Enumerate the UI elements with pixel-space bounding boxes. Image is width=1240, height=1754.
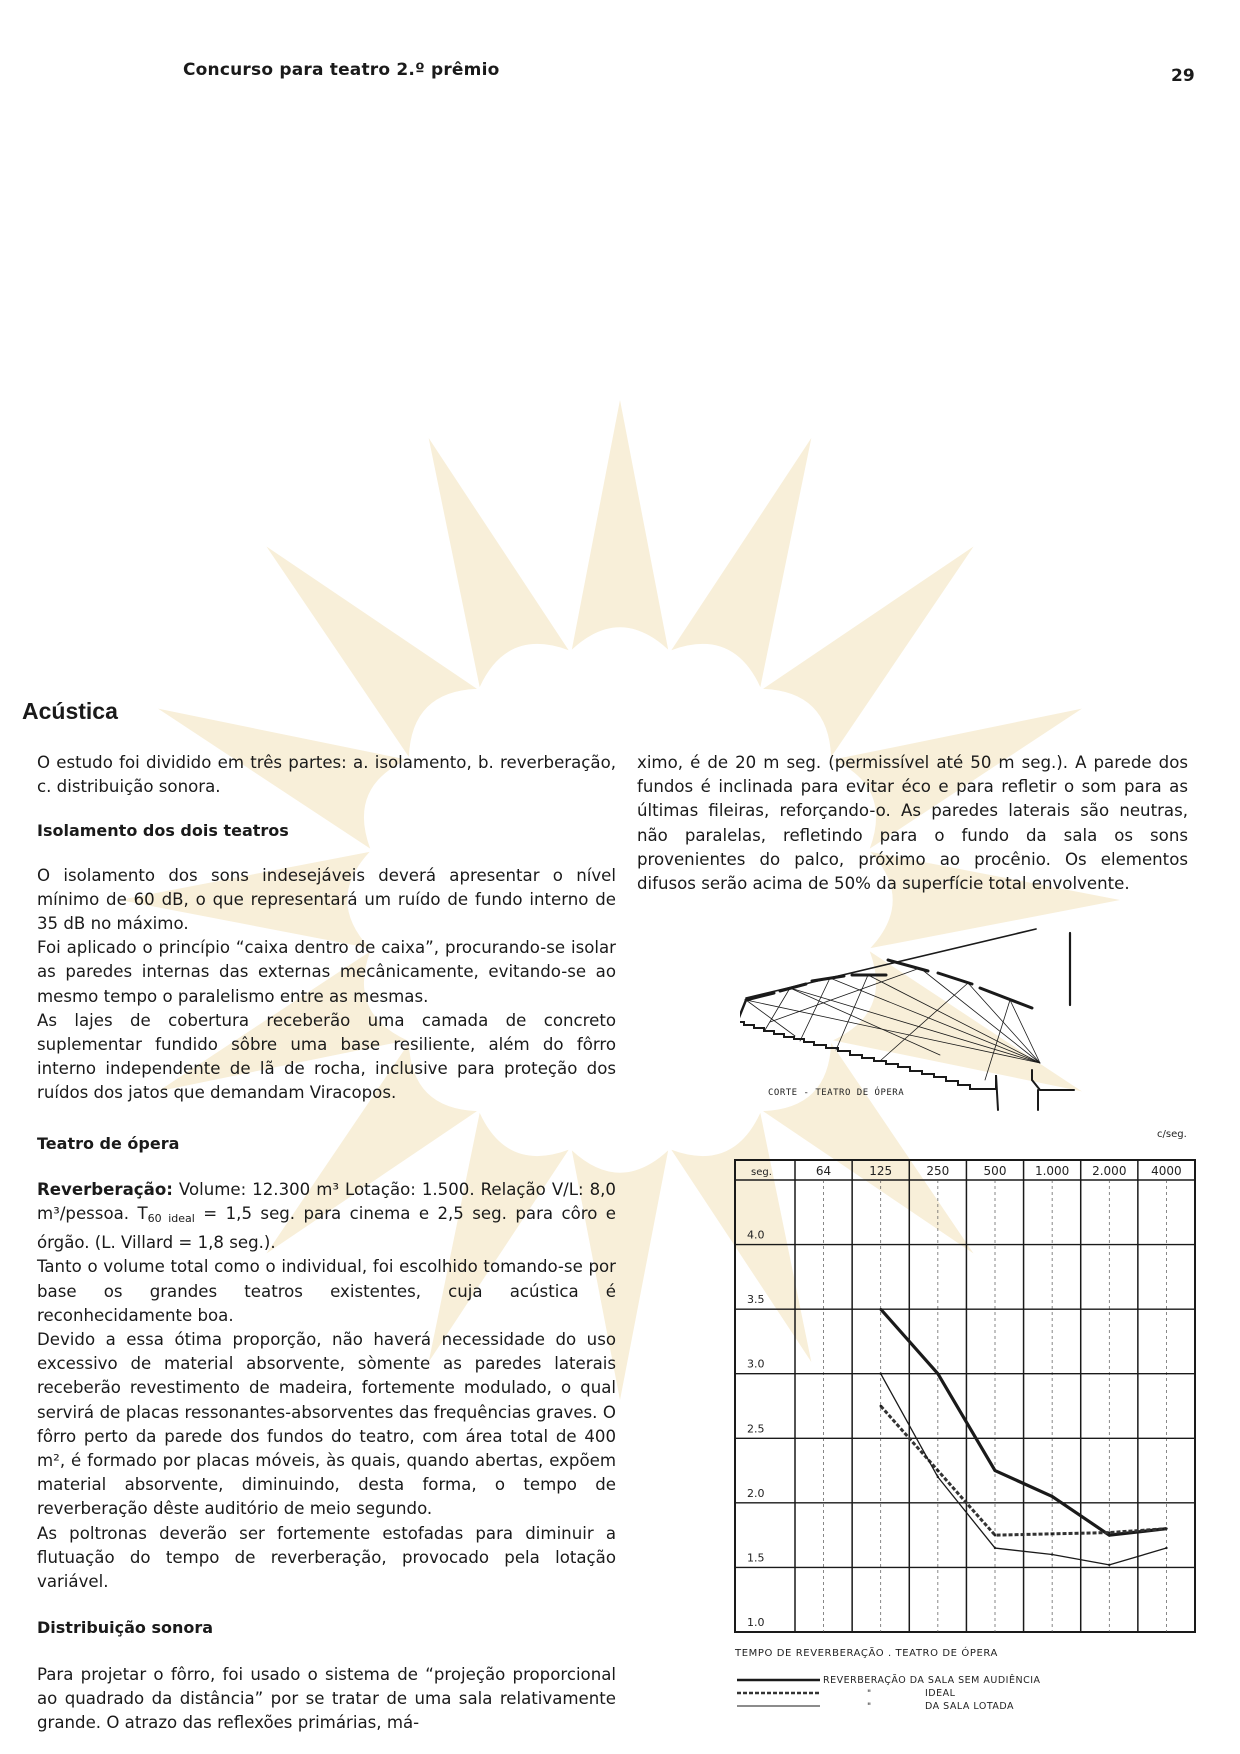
intro-paragraph: O estudo foi dividido em três partes: a. isolamento, b. reverberação, c. distribuição sonora. (37, 753, 616, 797)
paragraph: As poltronas deverão ser fortemente estofadas para diminuir a flutuação do tempo de reverberação, provocado pela lotação variável. (37, 1523, 616, 1592)
legend-label: IDEAL (925, 1688, 956, 1699)
section-title: Acústica (22, 698, 118, 724)
opera-section-drawing (740, 905, 1100, 1115)
legend-label: DA SALA LOTADA (925, 1701, 1015, 1712)
x-tick-label: 1.000 (1034, 1164, 1070, 1178)
chart-title: TEMPO DE REVERBERAÇÃO . TEATRO DE ÓPERA (735, 1648, 998, 1659)
legend-ditto-mark: " (867, 1702, 872, 1712)
x-tick-label: 64 (815, 1164, 832, 1178)
data-point (994, 1469, 996, 1471)
data-point (937, 1476, 939, 1478)
y-tick-label: 2.5 (747, 1422, 765, 1436)
chart-frame (735, 1160, 1195, 1632)
reverberation-text-1: Volume: 12.300 m³ Lotação: 1.500. Relação V/L: 8,0 m³/pessoa. T (37, 1179, 616, 1224)
running-title: Concurso para teatro 2.º prêmio (183, 60, 500, 80)
paragraph: Devido a essa ótima proporção, não haverá necessidade do uso excessivo de material absorvente, sòmente as paredes laterais receberão revestimento de madeira, fortemente modulado, o qual servirá de placas ressonantes-absorventes das frequências graves. O fôrro perto da parede dos fundos do teatro, com área total de 400 m², é formado por placas móveis, às quais, quando abertas, expõem material absorvente, diminuindo, desta forma, o tempo de reverberação dêste auditório de meio segundo. (37, 1330, 616, 1519)
subheading-distribuicao: Distribuição sonora (37, 1618, 214, 1638)
paragraph: Foi aplicado o princípio “caixa dentro de caixa”, procurando-se isolar as paredes internas das externas mecânicamente, evitando-se ao mesmo tempo o paralelismo entre as mesmas. (37, 938, 616, 1006)
y-tick-label: 3.5 (747, 1293, 765, 1307)
data-point (880, 1405, 882, 1407)
data-point (1165, 1527, 1167, 1529)
paragraph: O isolamento dos sons indesejáveis deverá apresentar o nível mínimo de 60 dB, o que representará um ruído de fundo interno de 35 dB no máximo. (37, 865, 616, 934)
y-tick-label: 1.0 (747, 1616, 765, 1629)
data-point (1108, 1534, 1110, 1536)
watermark-ray (763, 546, 974, 757)
x-tick-label: 2.000 (1092, 1164, 1127, 1178)
paragraph: ximo, é de 20 m seg. (permissível até 50 m seg.). A parede dos fundos é inclinada para evitar éco e para refletir o som para as últimas fileiras, reforçando-o. As paredes laterais são neutras, não paralelas, refletindo para o fundo da sala os sons provenientes do palco, próximo ao procênio. Os elementos difusos serão acima de 50% da superfície total envolvente. (637, 753, 1188, 894)
x-tick-label: 125 (869, 1164, 893, 1178)
data-point (994, 1534, 996, 1536)
legend-ditto-mark: " (867, 1689, 872, 1699)
paragraph: Para projetar o fôrro, foi usado o sistema de “projeção proporcional ao quadrado da distância” por se tratar de uma sala relativamente grande. O atrazo das reflexões primárias, má- (37, 1664, 616, 1732)
legend-label: REVERBERAÇÃO DA SALA SEM AUDIÊNCIA (823, 1675, 1041, 1686)
data-point (1165, 1547, 1167, 1549)
data-point (994, 1547, 996, 1549)
watermark-ray (572, 400, 668, 650)
y-tick-label: 1.5 (747, 1551, 765, 1565)
subheading-isolamento: Isolamento dos dois teatros (37, 821, 289, 841)
reverberation-lead: Reverberação: (37, 1179, 173, 1199)
right-column (637, 751, 1188, 896)
data-point (880, 1373, 882, 1375)
data-point (880, 1308, 882, 1310)
data-point (1051, 1533, 1053, 1535)
data-point (1051, 1495, 1053, 1497)
x-axis-unit-label: c/seg. (1157, 1129, 1187, 1140)
data-point (1108, 1531, 1110, 1533)
left-column (37, 751, 616, 1735)
data-point (1108, 1564, 1110, 1566)
data-point (1051, 1553, 1053, 1555)
page-number: 29 (1171, 66, 1195, 86)
t60-subscript: 60 ideal (147, 1212, 195, 1226)
data-point (937, 1469, 939, 1471)
subheading-teatro-opera: Teatro de ópera (37, 1133, 180, 1153)
reverberation-chart (725, 1120, 1205, 1750)
ceiling-panels (746, 960, 1032, 1008)
y-tick-label: 3.0 (747, 1357, 765, 1371)
reverberation-paragraph (37, 1178, 616, 1256)
y-tick-label: 2.0 (747, 1486, 765, 1500)
y-unit-header: seg. (751, 1167, 772, 1178)
x-tick-label: 500 (983, 1164, 1007, 1178)
reverberation-text-2: = 1,5 seg. para cinema e 2,5 seg. para côro e órgão. (L. Villard = 1,8 seg.). (37, 1204, 616, 1253)
y-tick-label: 4.0 (747, 1228, 765, 1242)
paragraph: Tanto o volume total como o individual, foi escolhido tomando-se por base os grandes teatros existentes, cuja acústica é reconhecidamente boa. (37, 1257, 616, 1325)
data-point (937, 1373, 939, 1375)
paragraph: As lajes de cobertura receberão uma camada de concreto suplementar fundido sôbre uma base resiliente, além do fôrro interno independente de lã de rocha, inclusive para proteção dos ruídos dos jatos que demandam Viracopos. (37, 1010, 616, 1103)
watermark-ray (429, 438, 569, 687)
stage-edge (1032, 1070, 1074, 1090)
watermark-ray (671, 438, 811, 687)
drawing-caption: CORTE - TEATRO DE ÓPERA (768, 1088, 905, 1098)
x-tick-label: 4000 (1151, 1164, 1182, 1178)
chart-legend (737, 1674, 1041, 1712)
watermark-ray (266, 546, 477, 757)
x-tick-label: 250 (926, 1164, 950, 1178)
